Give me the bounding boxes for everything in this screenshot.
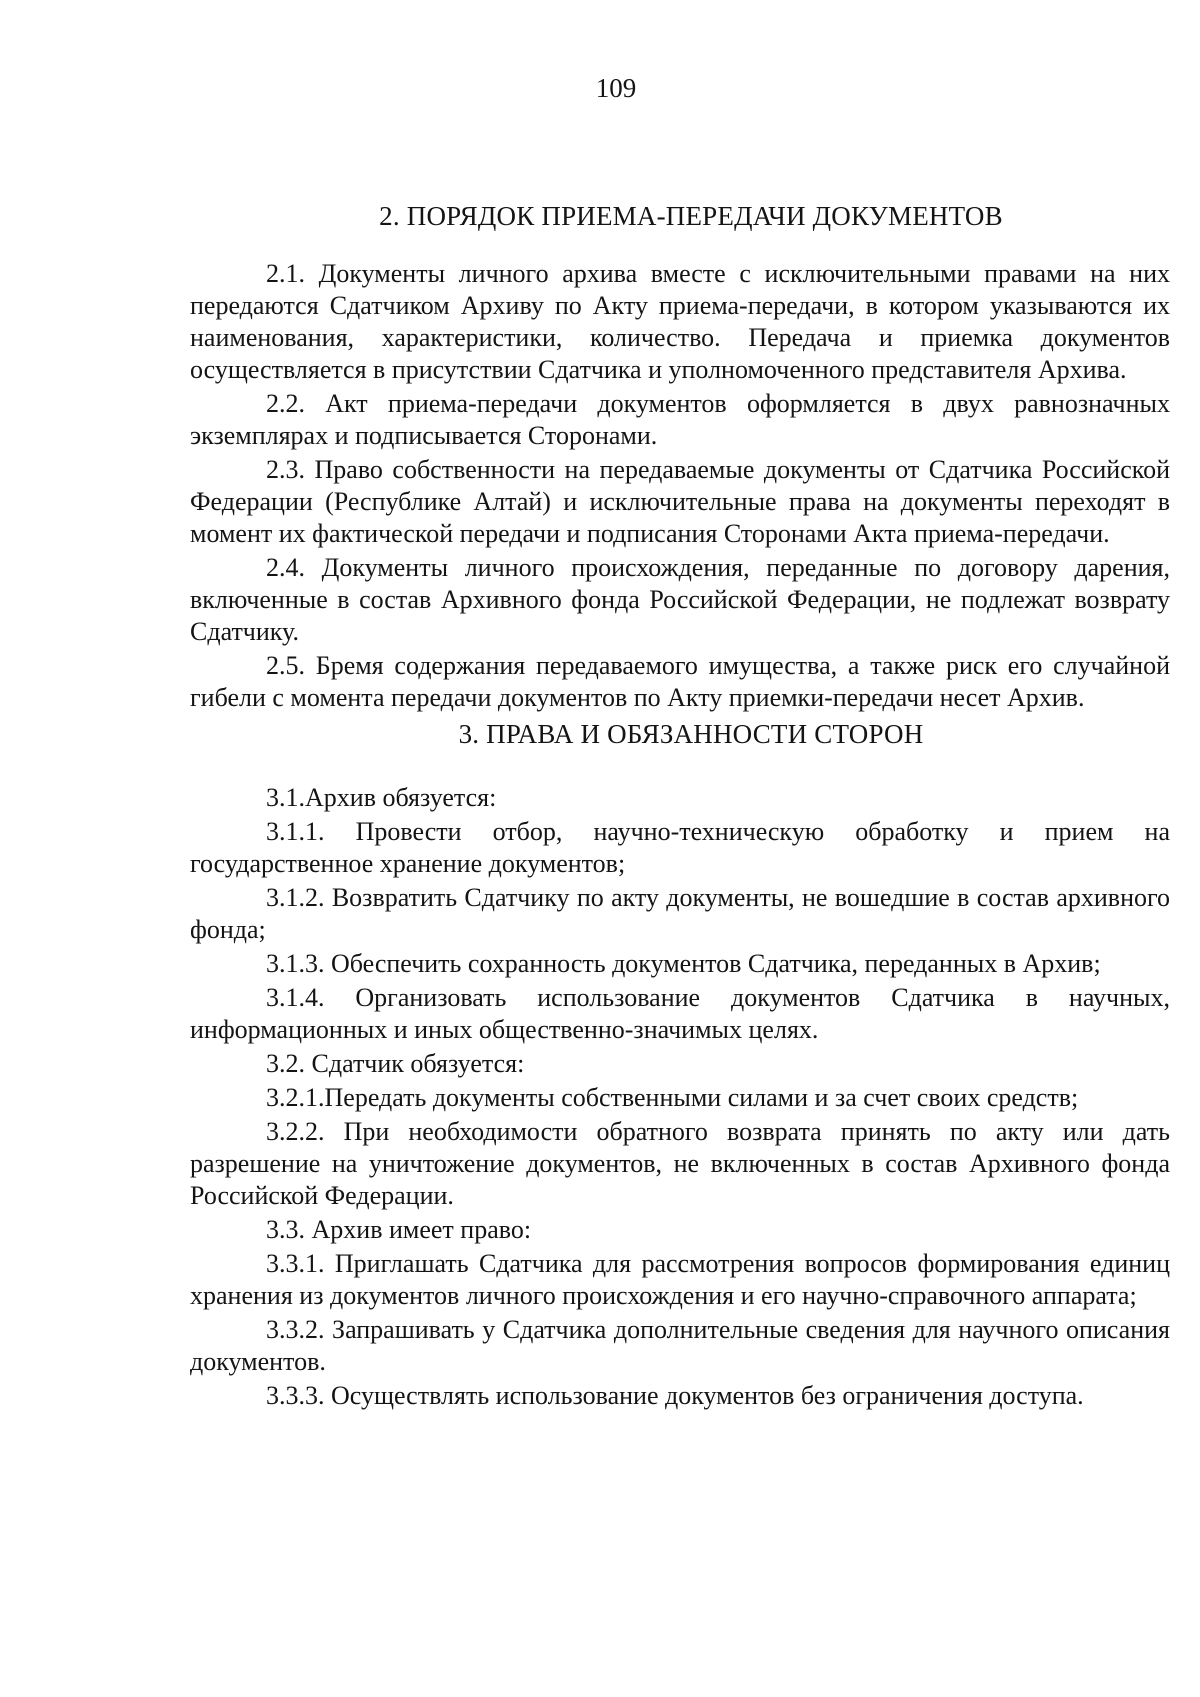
paragraph-2-5: 2.5. Бремя содержания передаваемого имущества, а также риск его случайной гибели с момента передачи документов по Акту приемки-передачи несет Архив.: [190, 651, 1170, 712]
paragraph-3-1-1: 3.1.1. Провести отбор, научно-техническую обработку и прием на государственное хранение документов;: [190, 817, 1170, 878]
paragraph-2-2: 2.2. Акт приема-передачи документов оформляется в двух равнозначных экземплярах и подписывается Сторонами.: [190, 389, 1170, 450]
paragraph-3-3-2: 3.3.2. Запрашивать у Сдатчика дополнительные сведения для научного описания документов.: [190, 1315, 1170, 1376]
paragraph-3-1-4: 3.1.4. Организовать использование документов Сдатчика в научных, информационных и иных общественно-значимых целях.: [190, 983, 1170, 1044]
document-body: [190, 200, 1170, 1412]
page-number: 109: [595, 73, 637, 103]
paragraph-3-2: 3.2. Сдатчик обязуется:: [266, 1049, 525, 1078]
paragraph-2-1: 2.1. Документы личного архива вместе с исключительными правами на них передаются Сдатчиком Архиву по Акту приема-передачи, в котором указываются их наименования, характеристики, количество. Передача и приемка документов осуществляется в присутствии Сдатчика и уполномоченного представителя Архива.: [190, 259, 1170, 384]
paragraph-3-3-1: 3.3.1. Приглашать Сдатчика для рассмотрения вопросов формирования единиц хранения из документов личного происхождения и его научно-справочного аппарата;: [190, 1249, 1170, 1310]
paragraph-2-4: 2.4. Документы личного происхождения, переданные по договору дарения, включенные в состав Архивного фонда Российской Федерации, не подлежат возврату Сдатчику.: [190, 553, 1170, 646]
section-2-heading: 2. ПОРЯДОК ПРИЕМА-ПЕРЕДАЧИ ДОКУМЕНТОВ: [379, 201, 1003, 231]
paragraph-3-1-3: 3.1.3. Обеспечить сохранность документов Сдатчика, переданных в Архив;: [266, 949, 1101, 978]
paragraph-2-3: 2.3. Право собственности на передаваемые документы от Сдатчика Российской Федерации (Республике Алтай) и исключительные права на документы переходят в момент их фактической передачи и подписания Сторонами Акта приема-передачи.: [190, 455, 1170, 548]
paragraph-3-2-2: 3.2.2. При необходимости обратного возврата принять по акту или дать разрешение на уничтожение документов, не включенных в состав Архивного фонда Российской Федерации.: [190, 1117, 1170, 1210]
section-3-heading: 3. ПРАВА И ОБЯЗАННОСТИ СТОРОН: [458, 719, 924, 749]
paragraph-3-1-2: 3.1.2. Возвратить Сдатчику по акту документы, не вошедшие в состав архивного фонда;: [190, 883, 1170, 944]
paragraph-3-2-1: 3.2.1.Передать документы собственными силами и за счет своих средств;: [266, 1083, 1079, 1112]
paragraph-3-3-3: 3.3.3. Осуществлять использование документов без ограничения доступа.: [266, 1381, 1084, 1410]
paragraph-3-1: 3.1.Архив обязуется:: [266, 783, 497, 812]
paragraph-3-3: 3.3. Архив имеет право:: [266, 1215, 532, 1244]
